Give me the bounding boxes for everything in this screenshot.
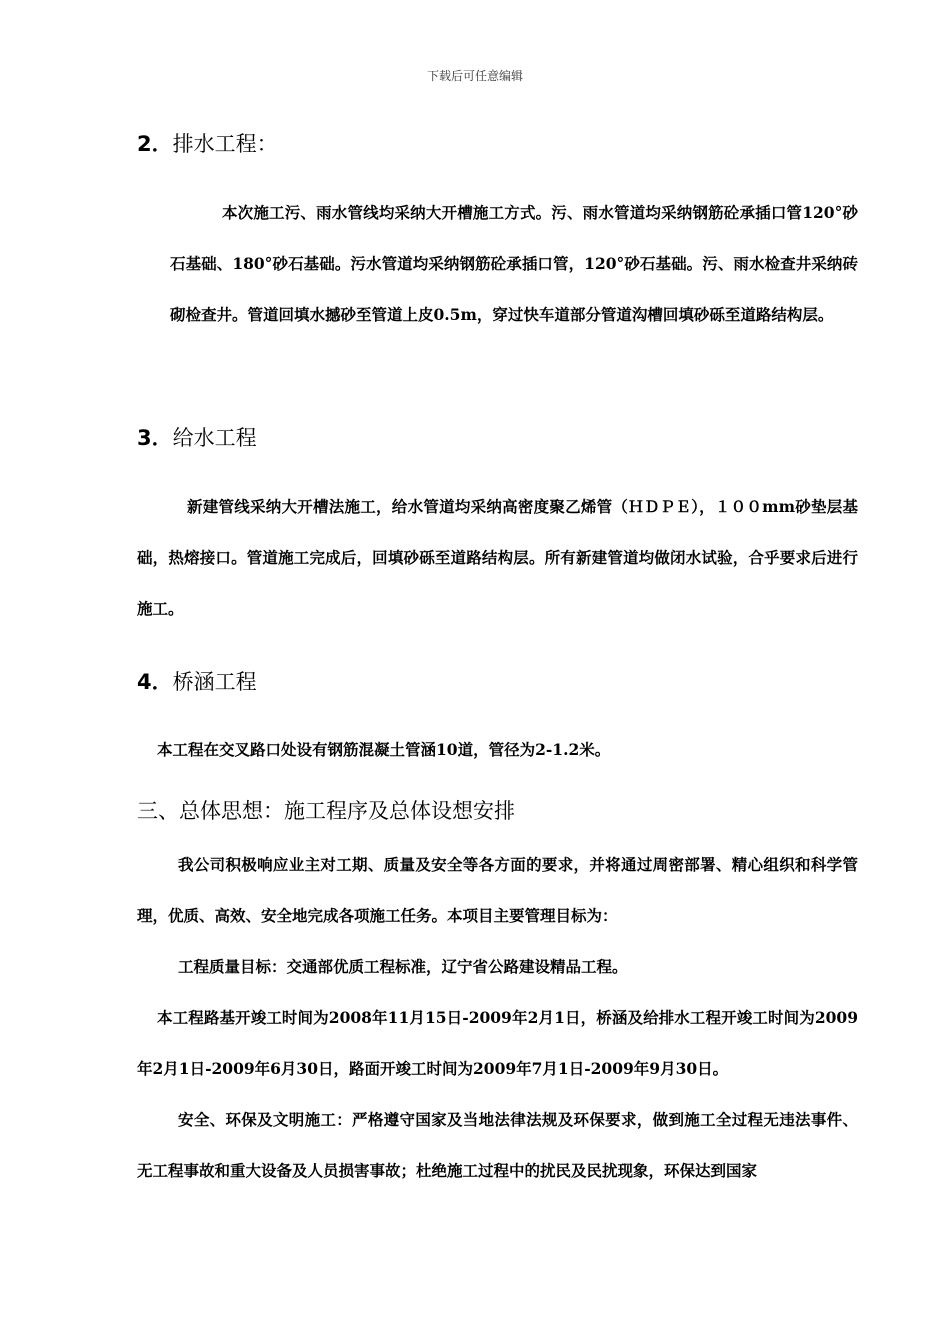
heading-drainage-title: 排水工程： [172, 132, 278, 156]
paragraph-drainage: 本次施工污、雨水管线均采纳大开槽施工方式。污、雨水管道均采纳钢筋砼承插口管120°砂石基础、180°砂石基础。污水管道均采纳钢筋砼承插口管，120°砂石基础。污、雨水检查井采纳砖砌检查井。管道回填水撼砂至管道上皮0.5m，穿过快车道部分管道沟槽回填砂砾至道路结构层。 [170, 203, 858, 324]
heading-drainage [137, 128, 278, 158]
paragraph-schedule: 本工程路基开竣工时间为2008年11月15日-2009年2月1日，桥涵及给排水工程开竣工时间为2009年2月1日-2009年6月30日，路面开竣工时间为2009年7月1日-2009年9月30日。 [137, 1008, 858, 1078]
paragraph-water-supply: 新建管线采纳大开槽法施工，给水管道均采纳高密度聚乙烯管（ＨＤＰＥ），１００mm砂垫层基础，热熔接口。管道施工完成后，回填砂砾至道路结构层。所有新建管道均做闭水试验，合乎要求后进行施工。 [137, 497, 858, 618]
paragraph-safety: 安全、环保及文明施工：严格遵守国家及当地法律法规及环保要求，做到施工全过程无违法事件、无工程事故和重大设备及人员损害事故；杜绝施工过程中的扰民及民扰现象，环保达到国家 [137, 1110, 858, 1180]
heading-water-supply-number: 3． [137, 426, 173, 450]
page-header: 下载后可任意编辑 [426, 69, 523, 83]
heading-water-supply-title: 给水工程 [172, 426, 257, 450]
heading-bridge [137, 666, 257, 696]
heading-water-supply [137, 422, 257, 452]
heading-drainage-number: 2． [137, 132, 173, 156]
paragraph-quality-goal: 工程质量目标：交通部优质工程标准，辽宁省公路建设精品工程。 [178, 957, 628, 976]
heading-bridge-number: 4． [137, 670, 173, 694]
heading-overall: 三、总体思想：施工程序及总体设想安排 [137, 799, 515, 823]
heading-bridge-title: 桥涵工程 [172, 670, 257, 694]
paragraph-overall-intro: 我公司积极响应业主对工期、质量及安全等各方面的要求，并将通过周密部署、精心组织和科学管理，优质、高效、安全地完成各项施工任务。本项目主要管理目标为： [137, 855, 858, 925]
paragraph-bridge: 本工程在交叉路口处设有钢筋混凝土管涵10道，管径为2-1.2米。 [157, 740, 611, 759]
